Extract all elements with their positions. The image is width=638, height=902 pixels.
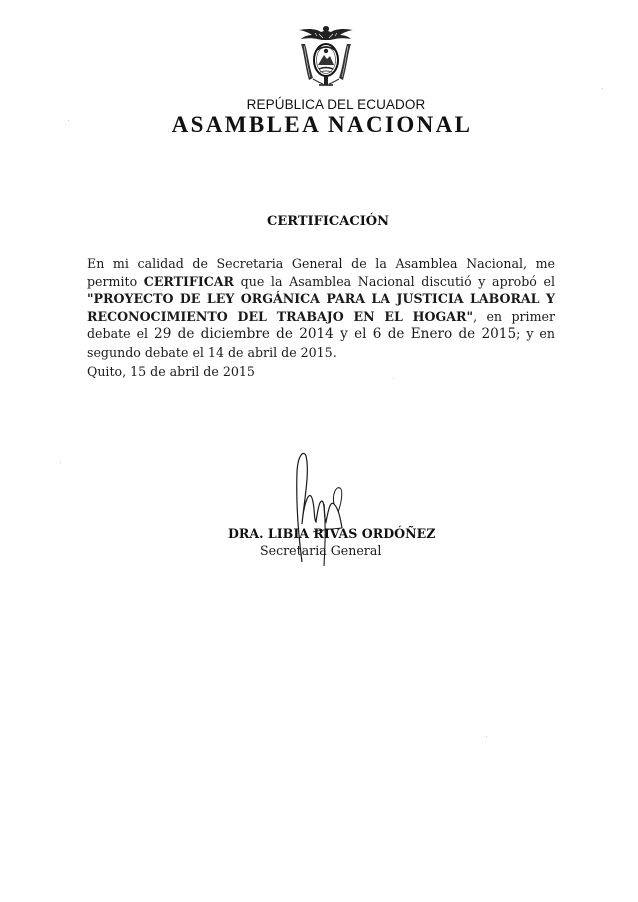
body-second-debate: ; y en segundo debate el 14 de abril de 2015. <box>87 326 555 360</box>
certification-body <box>87 255 555 361</box>
assembly-heading: ASAMBLEA NACIONAL <box>171 112 473 137</box>
scan-speck <box>486 736 487 737</box>
body-first-debate-dates: 29 de diciembre de 2014 y el 6 de Enero de 2015 <box>154 326 517 342</box>
scan-speck <box>68 120 69 121</box>
body-certify: CERTIFICAR <box>143 273 235 289</box>
ecuador-coat-of-arms-icon <box>295 22 357 92</box>
body-intro: En mi calidad de Secretaria General de la Asamblea Nacional, me permito <box>87 256 555 289</box>
scan-speck <box>602 88 603 89</box>
certification-title: CERTIFICACIÓN <box>267 214 389 229</box>
body-first-debate-prefix: , en primer debate el <box>87 308 555 341</box>
signer-name: DRA. LIBIA RIVAS ORDÓÑEZ <box>228 526 436 541</box>
signer-role: Secretaria General <box>260 543 382 558</box>
scan-speck <box>393 378 394 379</box>
place-date: Quito, 15 de abril de 2015 <box>87 364 255 379</box>
body-mid: que la Asamblea Nacional discutió y aprobó el <box>234 273 555 289</box>
scan-speck <box>60 462 61 463</box>
body-project-name: "PROYECTO DE LEY ORGÁNICA PARA LA JUSTICIA LABORAL Y RECONOCIMIENTO DEL TRABAJO EN EL HOGAR" <box>87 291 555 324</box>
republic-heading: REPÚBLICA DEL ECUADOR <box>246 97 426 112</box>
